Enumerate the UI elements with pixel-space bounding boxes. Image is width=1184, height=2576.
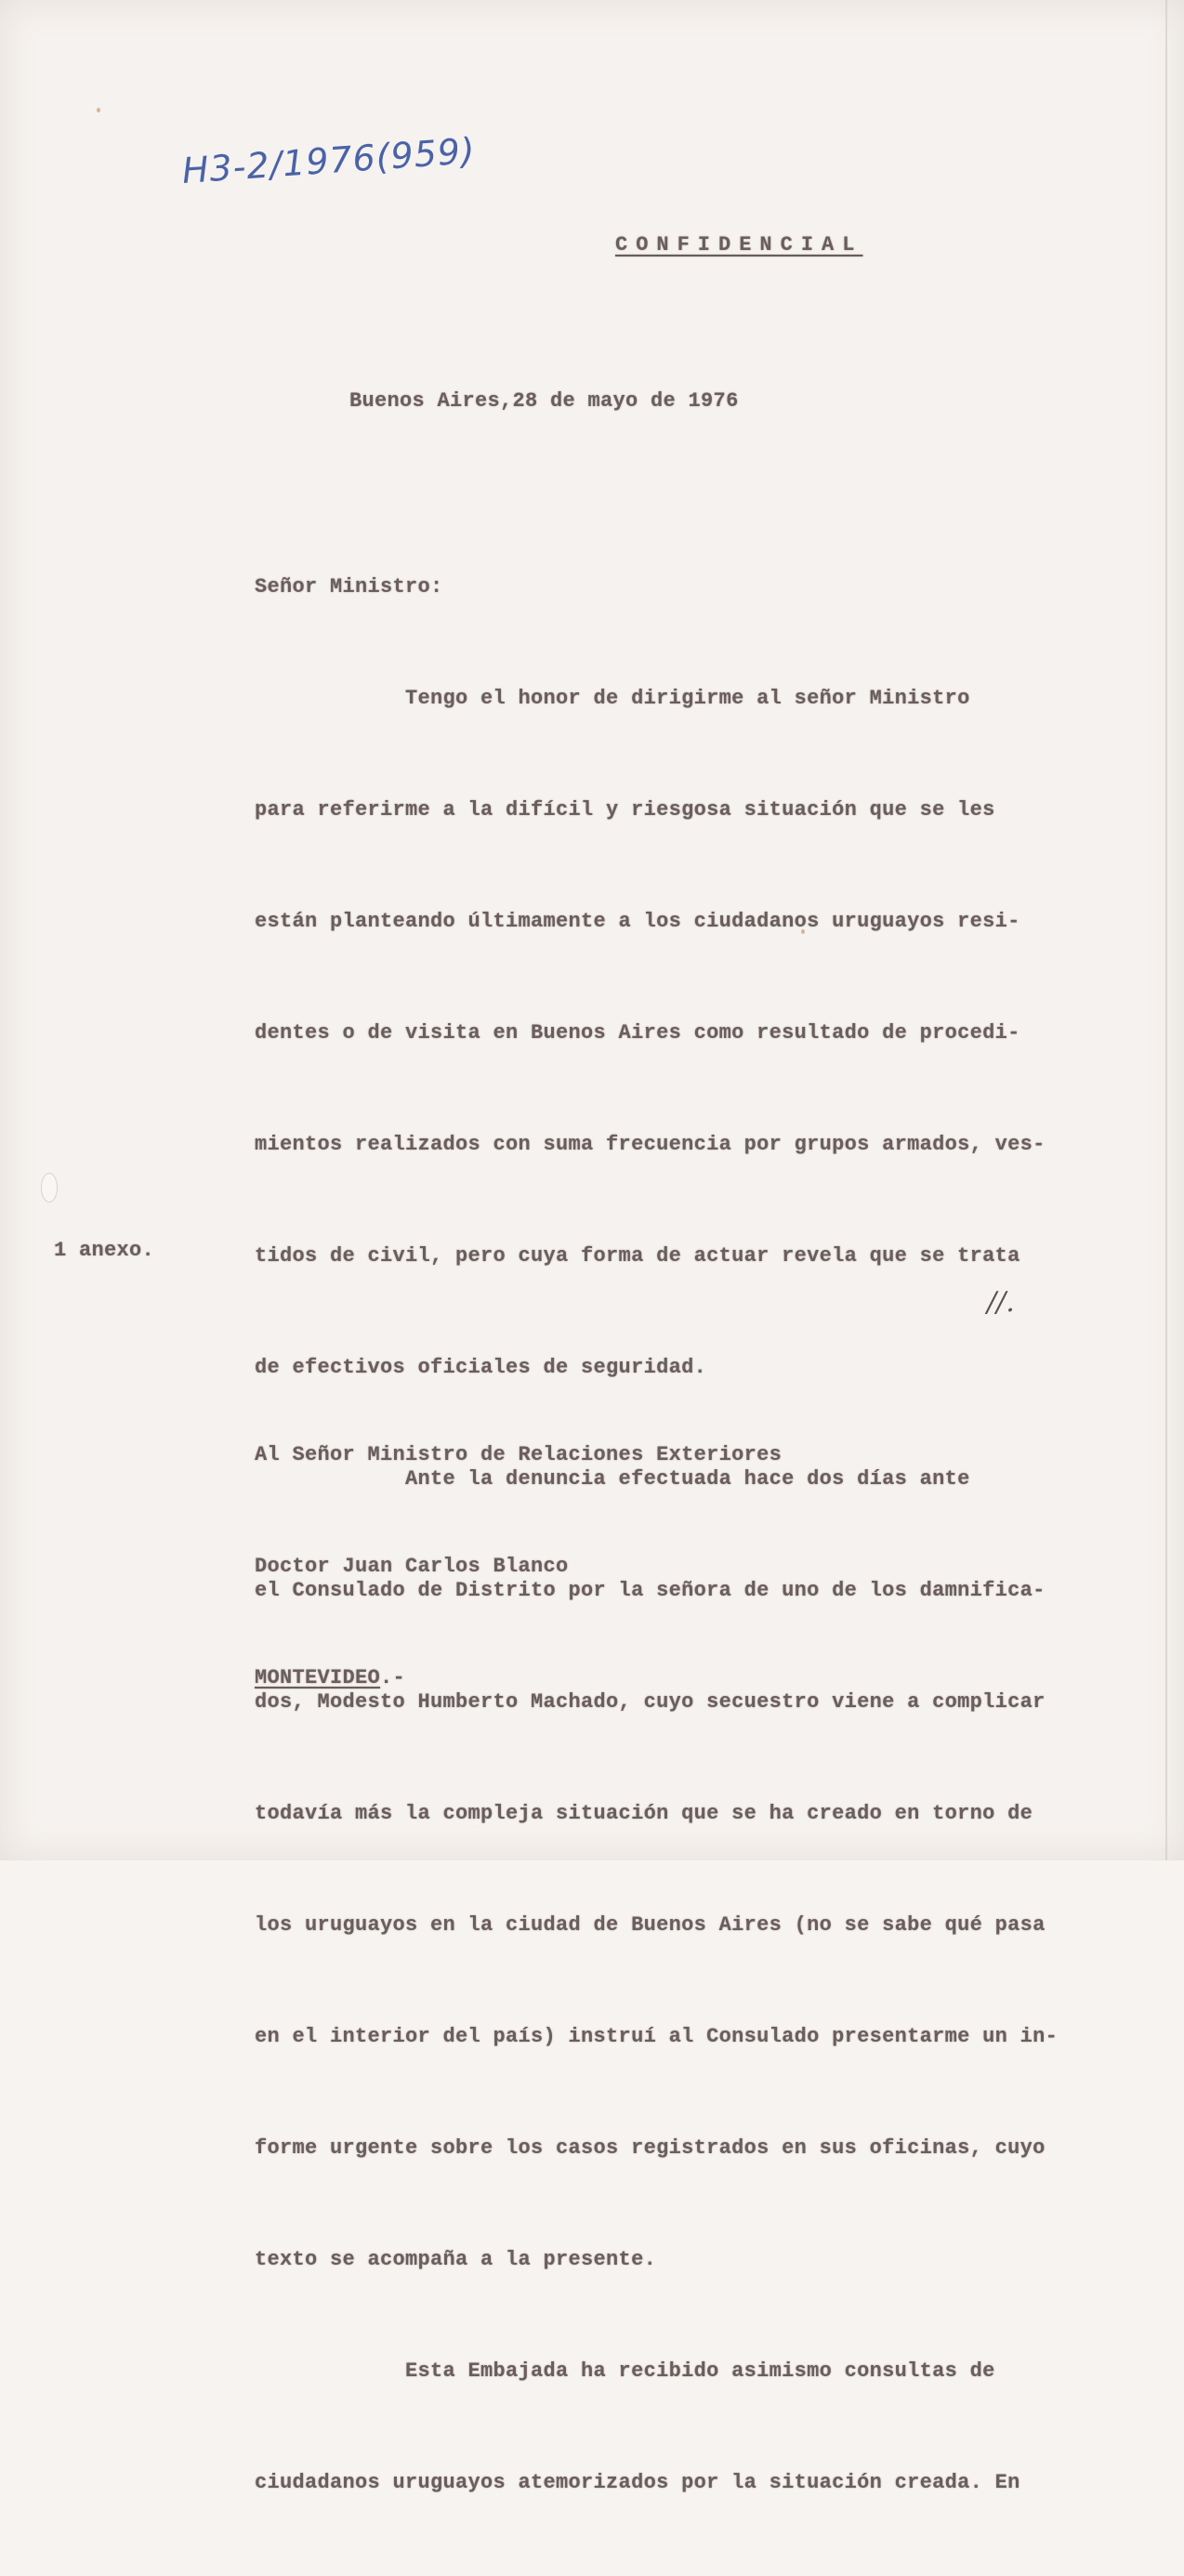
- punch-hole: [41, 1173, 58, 1203]
- body-line: mientos realizados con suma frecuencia por grupos armados, ves-: [255, 1133, 1046, 1156]
- body-line: ciudadanos uruguayos atemorizados por la situación creada. En: [255, 2471, 1020, 2494]
- addressee-line: Al Señor Ministro de Relaciones Exteriores: [255, 1443, 783, 1466]
- body-line: en el interior del país) instruí al Consulado presentarme un in-: [255, 2025, 1059, 2048]
- archive-reference-handwritten: H3-2/1976(959): [180, 129, 478, 191]
- body-line: Ante la denuncia efectuada hace dos días ante: [255, 1467, 970, 1491]
- paper-speck: [97, 108, 100, 112]
- body-line: el Consulado de Distrito por la señora de uno de los damnifica-: [255, 1579, 1046, 1602]
- classification-heading: CONFIDENCIAL: [615, 233, 863, 256]
- body-line: forme urgente sobre los casos registrados en sus oficinas, cuyo: [255, 2136, 1046, 2160]
- body-line: están planteando últimamente a los ciudadanos uruguayos resi-: [255, 910, 1020, 933]
- body-line: dos, Modesto Humberto Machado, cuyo secuestro viene a complicar: [255, 1690, 1046, 1714]
- body-line: de efectivos oficiales de seguridad.: [255, 1356, 707, 1379]
- body-line: los uruguayos en la ciudad de Buenos Aires (no se sabe qué pasa: [255, 1913, 1046, 1937]
- body-line: texto se acompaña a la presente.: [255, 2248, 657, 2271]
- body-line: todavía más la compleja situación que se ha creado en torno de: [255, 1802, 1033, 1825]
- date-line: Buenos Aires,28 de mayo de 1976: [349, 389, 739, 413]
- addressee-city-suffix: .-: [380, 1666, 406, 1689]
- annex-note: 1 anexo.: [54, 1239, 155, 1262]
- addressee-city-line: [255, 1660, 782, 1697]
- body-line: para referirme a la difícil y riesgosa situación que se les: [255, 798, 995, 821]
- salutation: Señor Ministro:: [255, 575, 443, 598]
- body-line: Tengo el honor de dirigirme al señor Ministro: [255, 687, 970, 710]
- body-line: dentes o de visita en Buenos Aires como resultado de procedi-: [255, 1021, 1020, 1045]
- body-line: tidos de civil, pero cuya forma de actuar revela que se trata: [255, 1244, 1020, 1268]
- body-line: Esta Embajada ha recibido asimismo consultas de: [255, 2359, 995, 2383]
- addressee-block: [255, 1362, 782, 1771]
- continuation-mark: //.: [987, 1286, 1015, 1319]
- addressee-city: MONTEVIDEO: [255, 1666, 381, 1689]
- addressee-line: Doctor Juan Carlos Blanco: [255, 1555, 569, 1578]
